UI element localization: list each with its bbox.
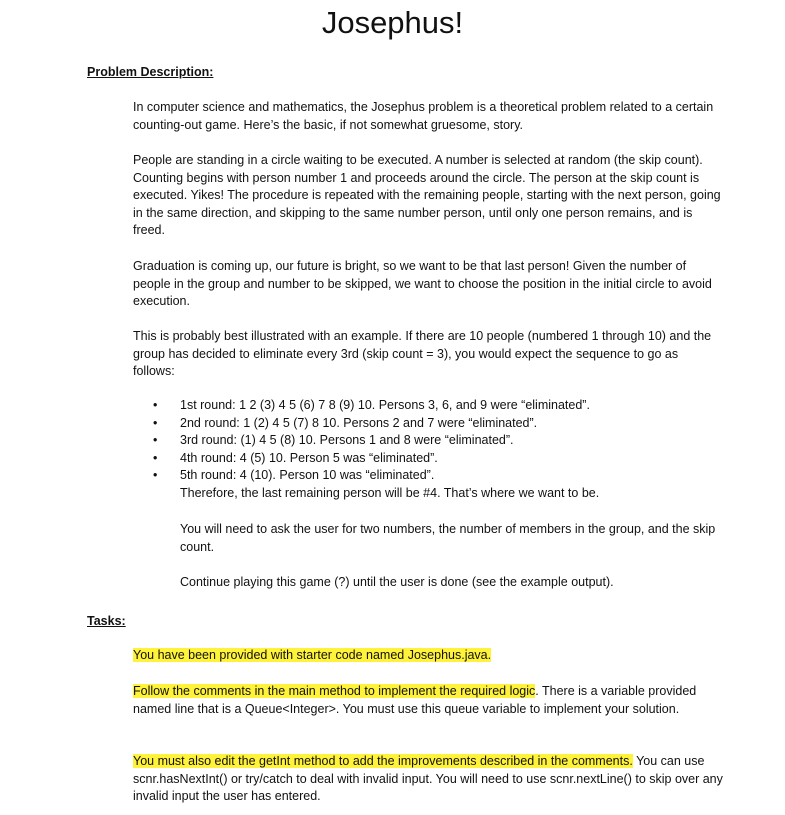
bullet-icon: •: [153, 415, 158, 430]
list-item: • 4th round: 4 (5) 10. Person 5 was “eliminated”.: [133, 450, 723, 468]
bullet-icon: •: [153, 450, 158, 465]
bullet-icon: •: [153, 433, 158, 448]
list-item: • 2nd round: 1 (2) 4 5 (7) 8 10. Persons 2 and 7 were “eliminated”.: [133, 415, 723, 433]
continue-paragraph: Continue playing this game (?) until the user is done (see the example output).: [180, 575, 614, 589]
example-paragraph: This is probably best illustrated with an example. If there are 10 people (numbered 1 through 10) and the group has decided to eliminate every 3rd (skip count = 3), you would expect the sequence to go as follows:: [133, 329, 712, 379]
rounds-list: [133, 397, 723, 485]
highlighted-text: You must also edit the getInt method to add the improvements described in the comments.: [133, 754, 633, 768]
graduation-paragraph: Graduation is coming up, our future is bright, so we want to be that last person! Given the number of people in the group and number to be skipped, we want to choose the position in the initial circle to avoid execution.: [133, 259, 712, 309]
task-main-method: Follow the comments in the main method to implement the required logic. There is a variable provided named line that is a Queue<Integer>. You must use this queue variable to implement your solution.: [133, 684, 697, 716]
ask-user-paragraph: You will need to ask the user for two numbers, the number of members in the group, and the skip count.: [180, 522, 716, 554]
list-item: • 1st round: 1 2 (3) 4 5 (6) 7 8 (9) 10. Persons 3, 6, and 9 were “eliminated”.: [133, 397, 723, 415]
highlighted-text: You have been provided with starter code named Josephus.java.: [133, 648, 492, 662]
conclusion-paragraph: Therefore, the last remaining person will be #4. That’s where we want to be.: [180, 486, 600, 500]
problem-description-heading: Problem Description:: [87, 65, 214, 79]
task-getint-method: You must also edit the getInt method to add the improvements described in the comments. You can use scnr.hasNextInt() or try/catch to deal with invalid input. You will need to use scnr.nextLine() to skip over any invalid input the user has entered.: [133, 754, 723, 804]
highlighted-text: Follow the comments in the main method to implement the required logic: [133, 684, 536, 698]
list-item: • 5th round: 4 (10). Person 10 was “eliminated”.: [133, 467, 723, 485]
page-title: Josephus!: [321, 5, 464, 40]
tasks-heading: Tasks:: [87, 614, 126, 628]
list-item: • 3rd round: (1) 4 5 (8) 10. Persons 1 and 8 were “eliminated”.: [133, 432, 723, 450]
bullet-icon: •: [153, 468, 158, 483]
task-starter-code: [133, 647, 723, 665]
story-paragraph: People are standing in a circle waiting to be executed. A number is selected at random (the skip count). Counting begins with person number 1 and proceeds around the circle. The person at the skip count is executed. Yikes! The procedure is repeated with the remaining people, starting with the next person, going in the same direction, and skipping to the same number person, until only one person remains, and is freed.: [133, 153, 721, 238]
bullet-icon: •: [153, 398, 158, 412]
intro-paragraph: In computer science and mathematics, the Josephus problem is a theoretical problem related to a certain counting-out game. Here’s the basic, if not somewhat gruesome, story.: [133, 100, 714, 132]
